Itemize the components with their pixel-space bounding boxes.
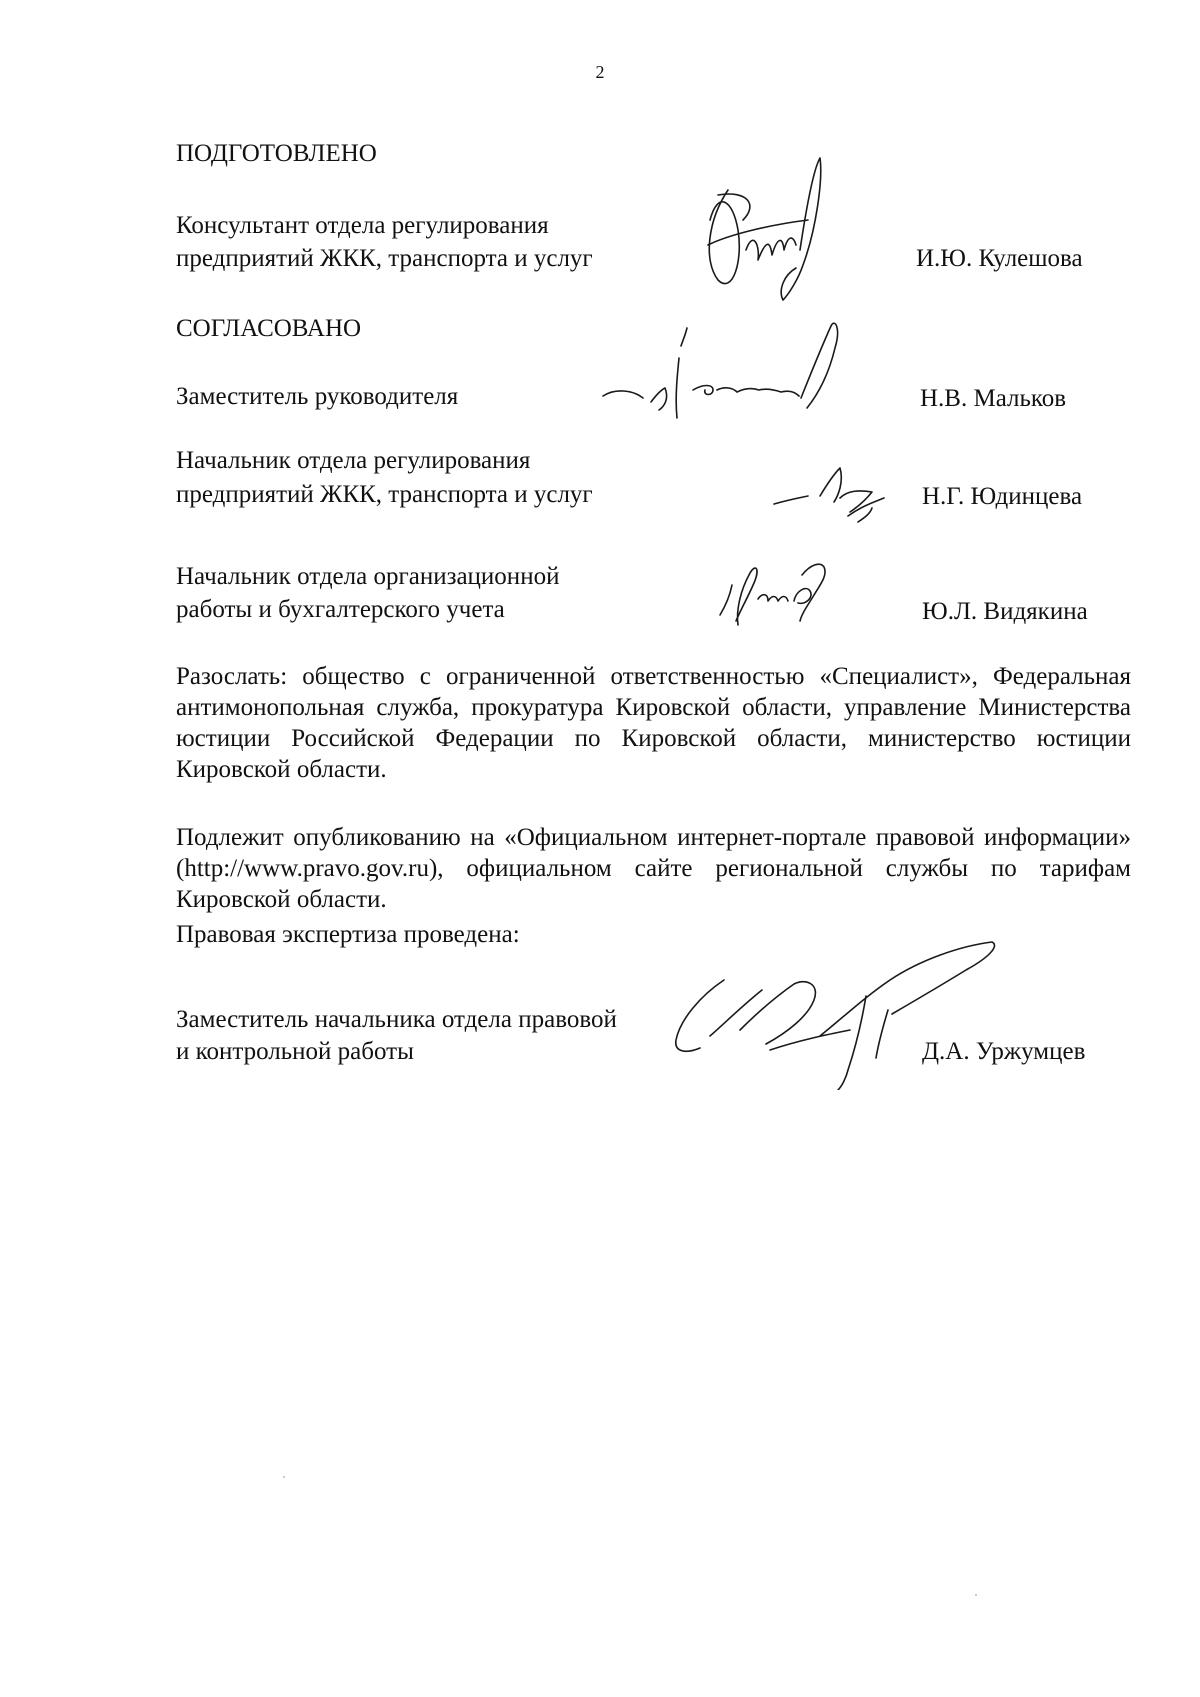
scan-speck xyxy=(975,1594,977,1596)
prepared-signer-name: И.Ю. Кулешова xyxy=(916,245,1083,272)
publication-paragraph: Подлежит опубликованию на «Официальном интернет-портале правовой информации» (http://www.pravo.gov.ru), официальном сайте региональной службы по тарифам Кировской области. xyxy=(176,824,1131,913)
signer-1-name: Н.В. Мальков xyxy=(920,385,1067,412)
prepared-heading: ПОДГОТОВЛЕНО xyxy=(176,140,377,167)
prepared-position-line2: предприятий ЖКК, транспорта и услуг xyxy=(176,245,593,272)
distribution-paragraph: Разослать: общество с ограниченной ответственностью «Специалист», Федеральная антимонопольная служба, прокуратура Кировской области, управление Министерства юстиции Российской Федерации по Кировской области, министерство юстиции Кировской области. xyxy=(176,663,1131,783)
signer-3-position-line2: работы и бухгалтерского учета xyxy=(176,596,505,623)
signer-3-name: Ю.Л. Видякина xyxy=(922,598,1088,625)
signer-2-position-line1: Начальник отдела регулирования xyxy=(176,447,531,474)
signature-malkov xyxy=(595,318,855,438)
signer-1-position: Заместитель руководителя xyxy=(176,383,459,410)
signature-urzhumtsev xyxy=(670,940,1010,1090)
legal-review-position-line1: Заместитель начальника отдела правовой xyxy=(176,1006,617,1033)
page-number: 2 xyxy=(595,62,605,82)
signer-2-name: Н.Г. Юдинцева xyxy=(922,483,1083,510)
signature-yudintseva xyxy=(768,462,898,532)
signature-kuleshova xyxy=(688,150,838,310)
signer-2-position-line2: предприятий ЖКК, транспорта и услуг xyxy=(176,481,593,508)
scan-speck xyxy=(283,1476,285,1478)
agreed-heading: СОГЛАСОВАНО xyxy=(176,315,362,342)
prepared-position-line1: Консультант отдела регулирования xyxy=(176,212,549,239)
signer-3-position-line1: Начальник отдела организационной xyxy=(176,563,560,590)
legal-review-position-line2: и контрольной работы xyxy=(176,1038,414,1065)
legal-review-note: Правовая экспертиза проведена: xyxy=(176,921,520,948)
signature-vidyakina xyxy=(710,555,840,635)
legal-review-signer-name: Д.А. Уржумцев xyxy=(922,1038,1086,1065)
